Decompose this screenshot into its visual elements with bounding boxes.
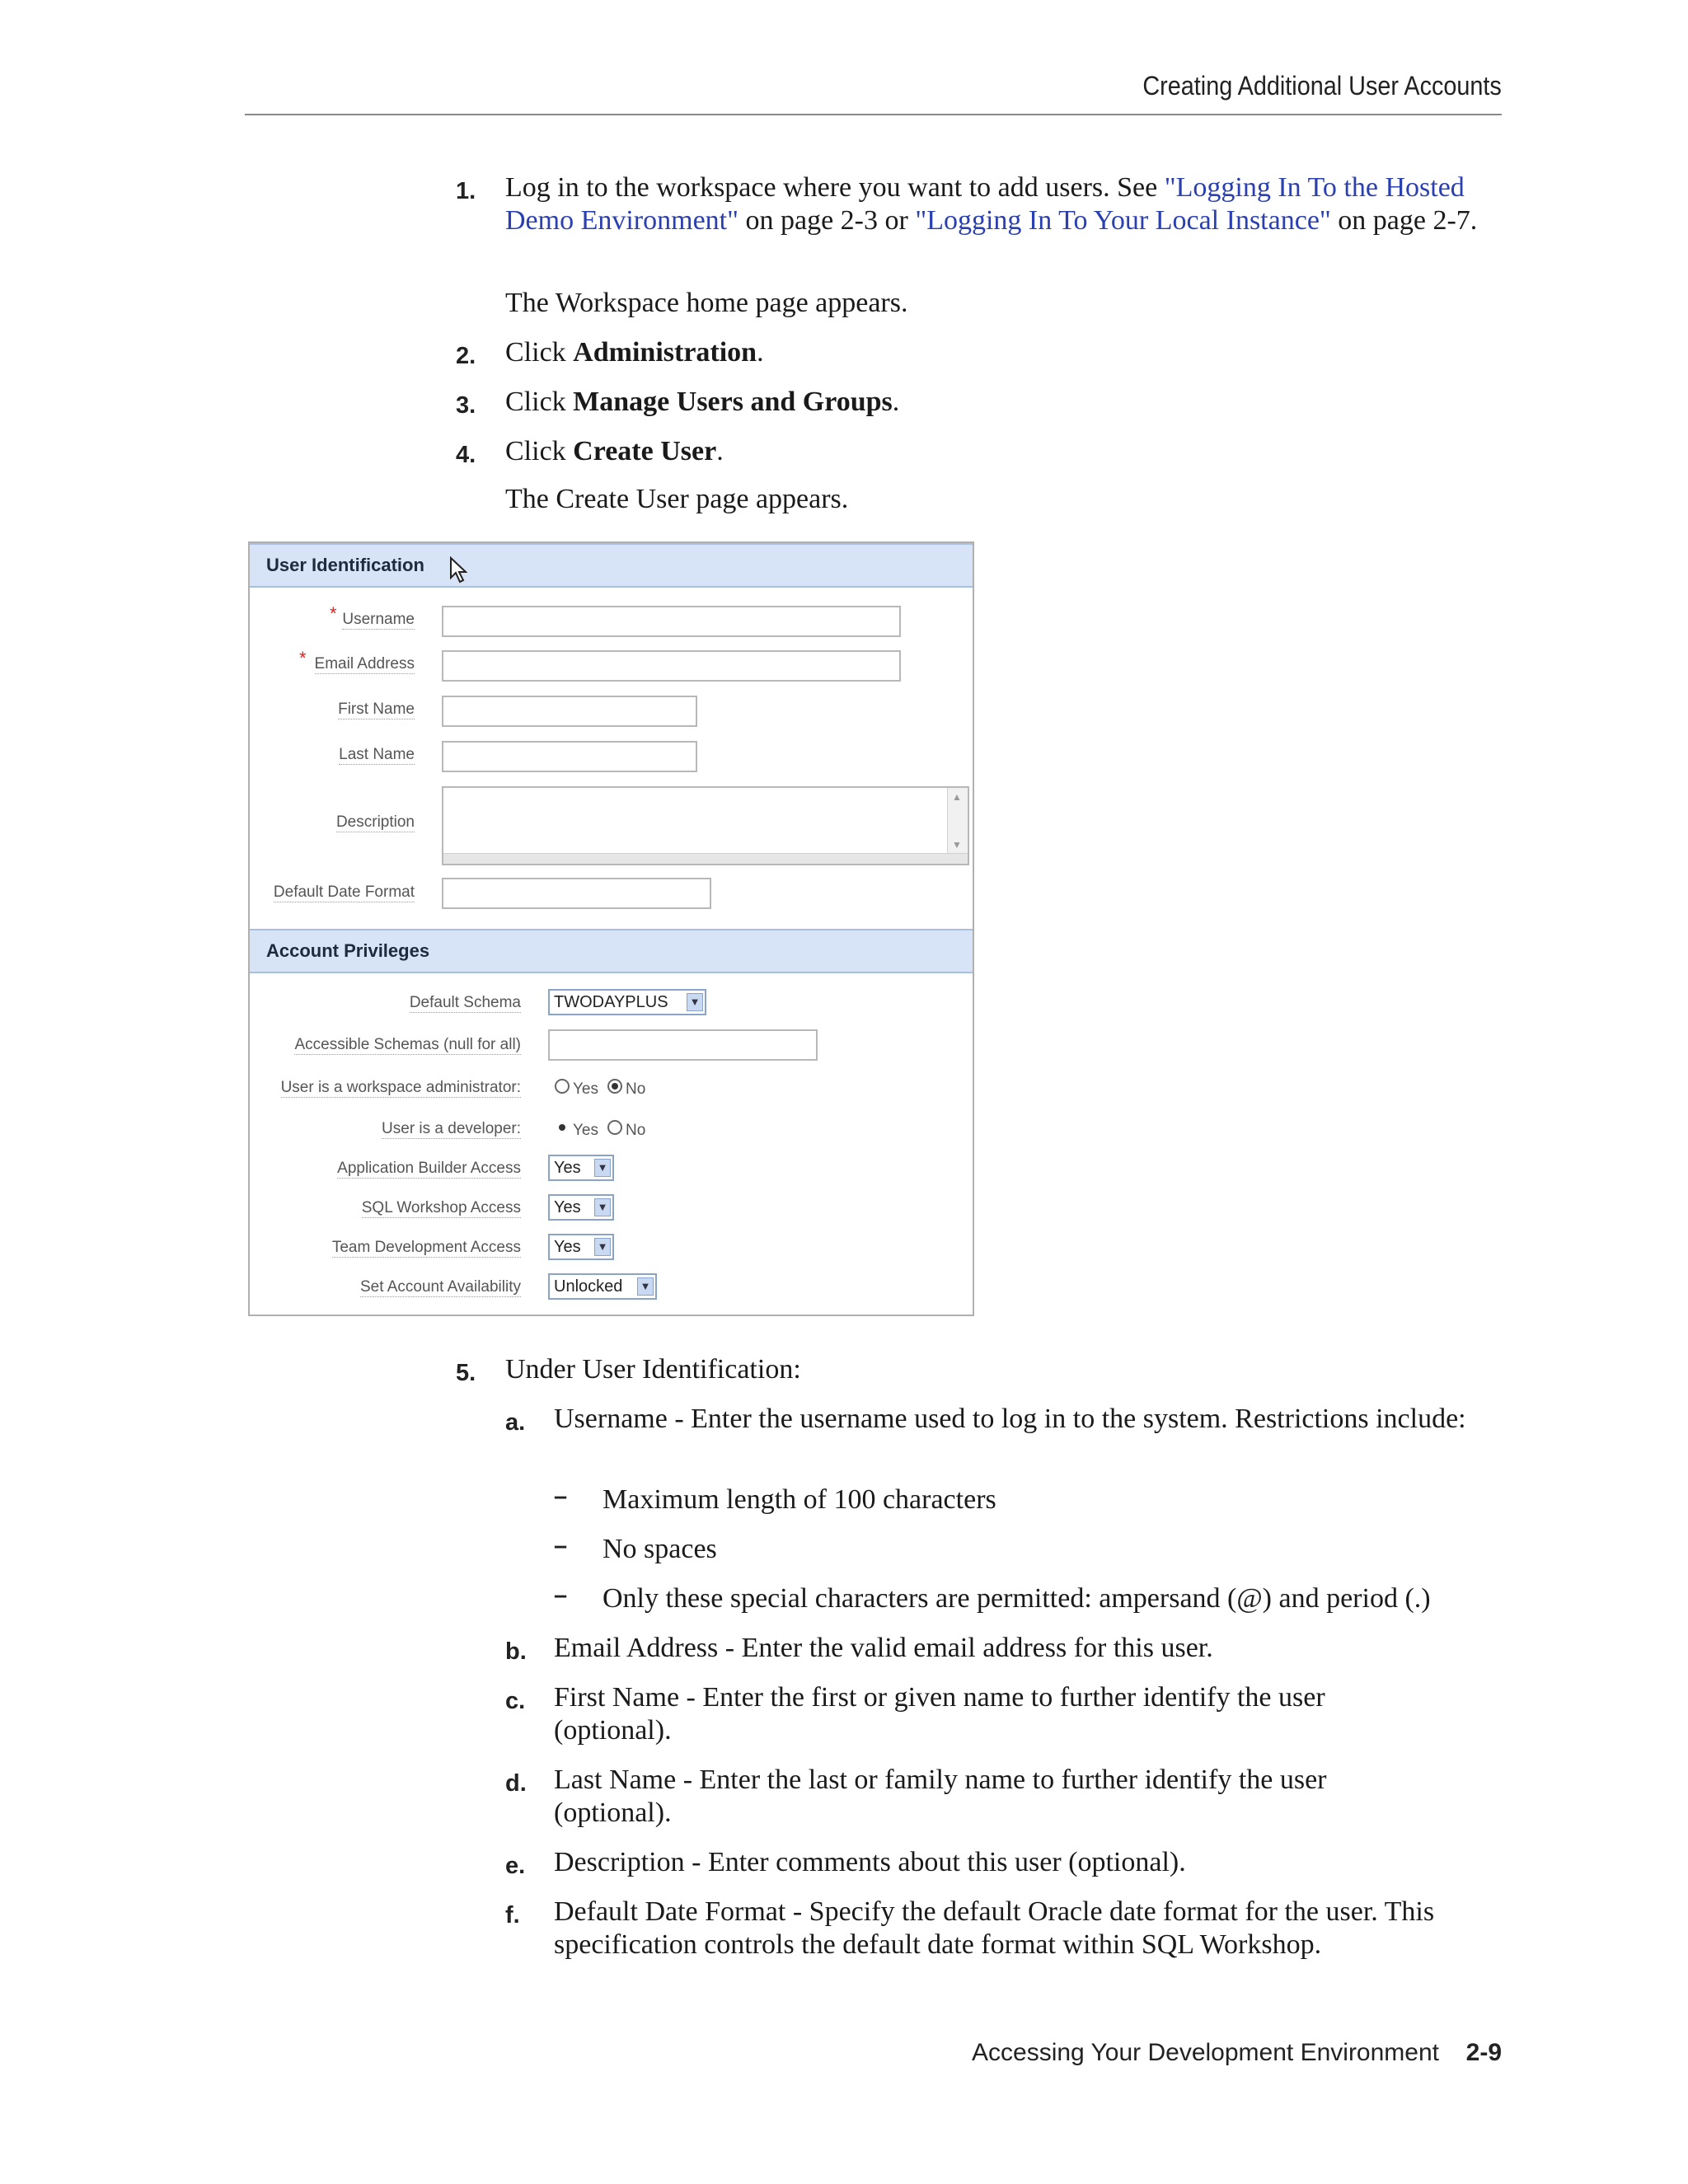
substep-e-text: Description - Enter comments about this user (optional). bbox=[554, 1847, 1186, 1877]
team-dev-select[interactable] bbox=[548, 1234, 614, 1260]
substep-b-letter: b. bbox=[505, 1638, 527, 1665]
step-4-pre: Click bbox=[505, 436, 574, 466]
developer-yes-radio[interactable] bbox=[555, 1120, 570, 1135]
first-name-input[interactable] bbox=[442, 696, 697, 727]
bullet-dash-3: – bbox=[554, 1582, 568, 1609]
description-scrollbar[interactable] bbox=[947, 788, 968, 854]
header-rule bbox=[245, 114, 1502, 115]
substep-d-letter: d. bbox=[505, 1770, 527, 1797]
substep-d-text: Last Name - Enter the last or family name to further identify the user (optional). bbox=[554, 1765, 1327, 1828]
substep-b-text: Email Address - Enter the valid email address for this user. bbox=[554, 1633, 1213, 1663]
link-local-instance[interactable]: "Logging In To Your Local Instance" bbox=[915, 205, 1331, 236]
default-schema-select[interactable] bbox=[548, 989, 706, 1015]
last-name-label: Last Name bbox=[339, 746, 415, 763]
developer-yes-label: Yes bbox=[573, 1122, 598, 1139]
workspace-admin-yes-label: Yes bbox=[573, 1080, 598, 1098]
default-schema-label: Default Schema bbox=[409, 994, 521, 1011]
step-1-text bbox=[505, 171, 1494, 237]
chevron-down-icon[interactable]: ▼ bbox=[594, 1238, 611, 1256]
workspace-admin-no-radio[interactable] bbox=[607, 1079, 622, 1094]
link-hosted-demo[interactable]: "Logging In To the Hosted Demo Environment" bbox=[505, 172, 1465, 236]
step-2-bold: Administration bbox=[573, 337, 757, 368]
footer-title: Accessing Your Development Environment bbox=[972, 2039, 1439, 2066]
step-2-number: 2. bbox=[456, 343, 476, 369]
workspace-admin-no-label: No bbox=[626, 1080, 646, 1098]
chevron-down-icon[interactable]: ▼ bbox=[637, 1277, 654, 1296]
step-3-pre: Click bbox=[505, 387, 574, 417]
email-label: Email Address bbox=[314, 655, 415, 673]
step-1-result: The Workspace home page appears. bbox=[505, 288, 908, 318]
required-star-icon: * bbox=[330, 603, 337, 624]
step-4-number: 4. bbox=[456, 442, 476, 468]
running-header: Creating Additional User Accounts bbox=[1142, 71, 1502, 101]
developer-label: User is a developer: bbox=[382, 1120, 521, 1137]
required-star-icon: * bbox=[299, 648, 307, 668]
mouse-cursor-icon bbox=[449, 556, 467, 584]
step-2-post: . bbox=[757, 337, 764, 368]
bullet-3: Only these special characters are permitted: ampersand (@) and period (.) bbox=[603, 1583, 1431, 1614]
description-label: Description bbox=[335, 813, 415, 831]
user-identification-header bbox=[250, 543, 973, 588]
date-format-input[interactable] bbox=[442, 878, 711, 909]
step-5-text: Under User Identification: bbox=[505, 1354, 801, 1385]
create-user-form-screenshot bbox=[248, 541, 974, 1316]
chevron-down-icon[interactable]: ▼ bbox=[687, 993, 703, 1011]
page-number: 2-9 bbox=[1465, 2039, 1502, 2066]
substep-c-letter: c. bbox=[505, 1688, 526, 1714]
substep-a-letter: a. bbox=[505, 1409, 526, 1436]
team-dev-value: Yes bbox=[554, 1238, 581, 1256]
step-3-number: 3. bbox=[456, 392, 476, 419]
user-identification-title: User Identification bbox=[266, 555, 424, 575]
step-3-text bbox=[505, 386, 899, 419]
app-builder-select[interactable] bbox=[548, 1155, 614, 1181]
account-privileges-header bbox=[250, 929, 973, 973]
step-2-text bbox=[505, 336, 764, 369]
step-2-pre: Click bbox=[505, 337, 574, 368]
developer-no-radio[interactable] bbox=[607, 1120, 622, 1135]
developer-no-label: No bbox=[626, 1122, 646, 1139]
substep-a-text: Username - Enter the username used to log in to the system. Restrictions include: bbox=[554, 1404, 1466, 1434]
default-schema-value: TWODAYPLUS bbox=[554, 993, 668, 1011]
account-privileges-title: Account Privileges bbox=[266, 940, 430, 961]
first-name-label: First Name bbox=[338, 701, 415, 718]
accessible-schemas-input[interactable] bbox=[548, 1029, 818, 1061]
step-1-lead: Log in to the workspace where you want to add users. See bbox=[505, 172, 1165, 203]
team-dev-label: Team Development Access bbox=[331, 1239, 521, 1256]
sql-workshop-label: SQL Workshop Access bbox=[361, 1199, 521, 1216]
step-3-bold: Manage Users and Groups bbox=[573, 387, 893, 417]
app-builder-label: Application Builder Access bbox=[337, 1160, 521, 1177]
step-1-after: on page 2-7. bbox=[1330, 205, 1478, 236]
chevron-down-icon[interactable]: ▼ bbox=[594, 1159, 611, 1177]
substep-f-letter: f. bbox=[505, 1902, 520, 1929]
username-label: Username bbox=[342, 611, 415, 628]
step-4-result: The Create User page appears. bbox=[505, 484, 849, 514]
availability-value: Unlocked bbox=[554, 1277, 623, 1296]
bullet-2: No spaces bbox=[603, 1534, 717, 1564]
substep-f-text: Default Date Format - Specify the default Oracle date format for the user. This specification controls the default date format within SQL Workshop. bbox=[554, 1896, 1435, 1960]
availability-label: Set Account Availability bbox=[359, 1278, 521, 1296]
bullet-1: Maximum length of 100 characters bbox=[603, 1484, 996, 1515]
sql-workshop-value: Yes bbox=[554, 1198, 581, 1216]
workspace-admin-label: User is a workspace administrator: bbox=[280, 1079, 521, 1096]
step-5-number: 5. bbox=[456, 1360, 476, 1386]
step-1-number: 1. bbox=[456, 178, 476, 204]
bullet-dash-1: – bbox=[554, 1483, 568, 1510]
workspace-admin-yes-radio[interactable] bbox=[555, 1079, 570, 1094]
app-builder-value: Yes bbox=[554, 1159, 581, 1177]
chevron-down-icon[interactable]: ▼ bbox=[594, 1198, 611, 1216]
substep-e-letter: e. bbox=[505, 1853, 526, 1879]
username-input[interactable] bbox=[442, 606, 901, 637]
step-3-post: . bbox=[892, 387, 900, 417]
description-textarea[interactable] bbox=[442, 786, 969, 865]
step-4-text bbox=[505, 435, 724, 468]
resize-grip[interactable] bbox=[443, 853, 968, 864]
step-4-bold: Create User bbox=[573, 436, 717, 466]
availability-select[interactable] bbox=[548, 1273, 657, 1300]
bullet-dash-2: – bbox=[554, 1533, 568, 1559]
accessible-schemas-label: Accessible Schemas (null for all) bbox=[294, 1036, 521, 1053]
substep-c-text: First Name - Enter the first or given name to further identify the user (optional). bbox=[554, 1682, 1325, 1746]
date-format-label: Default Date Format bbox=[273, 883, 415, 901]
email-input[interactable] bbox=[442, 650, 901, 682]
scroll-down-icon[interactable]: ▼ bbox=[952, 839, 962, 851]
scroll-up-icon[interactable]: ▲ bbox=[952, 791, 962, 803]
step-4-post: . bbox=[716, 436, 724, 466]
step-1-mid: on page 2-3 or bbox=[738, 205, 916, 236]
sql-workshop-select[interactable] bbox=[548, 1194, 614, 1221]
last-name-input[interactable] bbox=[442, 741, 697, 772]
